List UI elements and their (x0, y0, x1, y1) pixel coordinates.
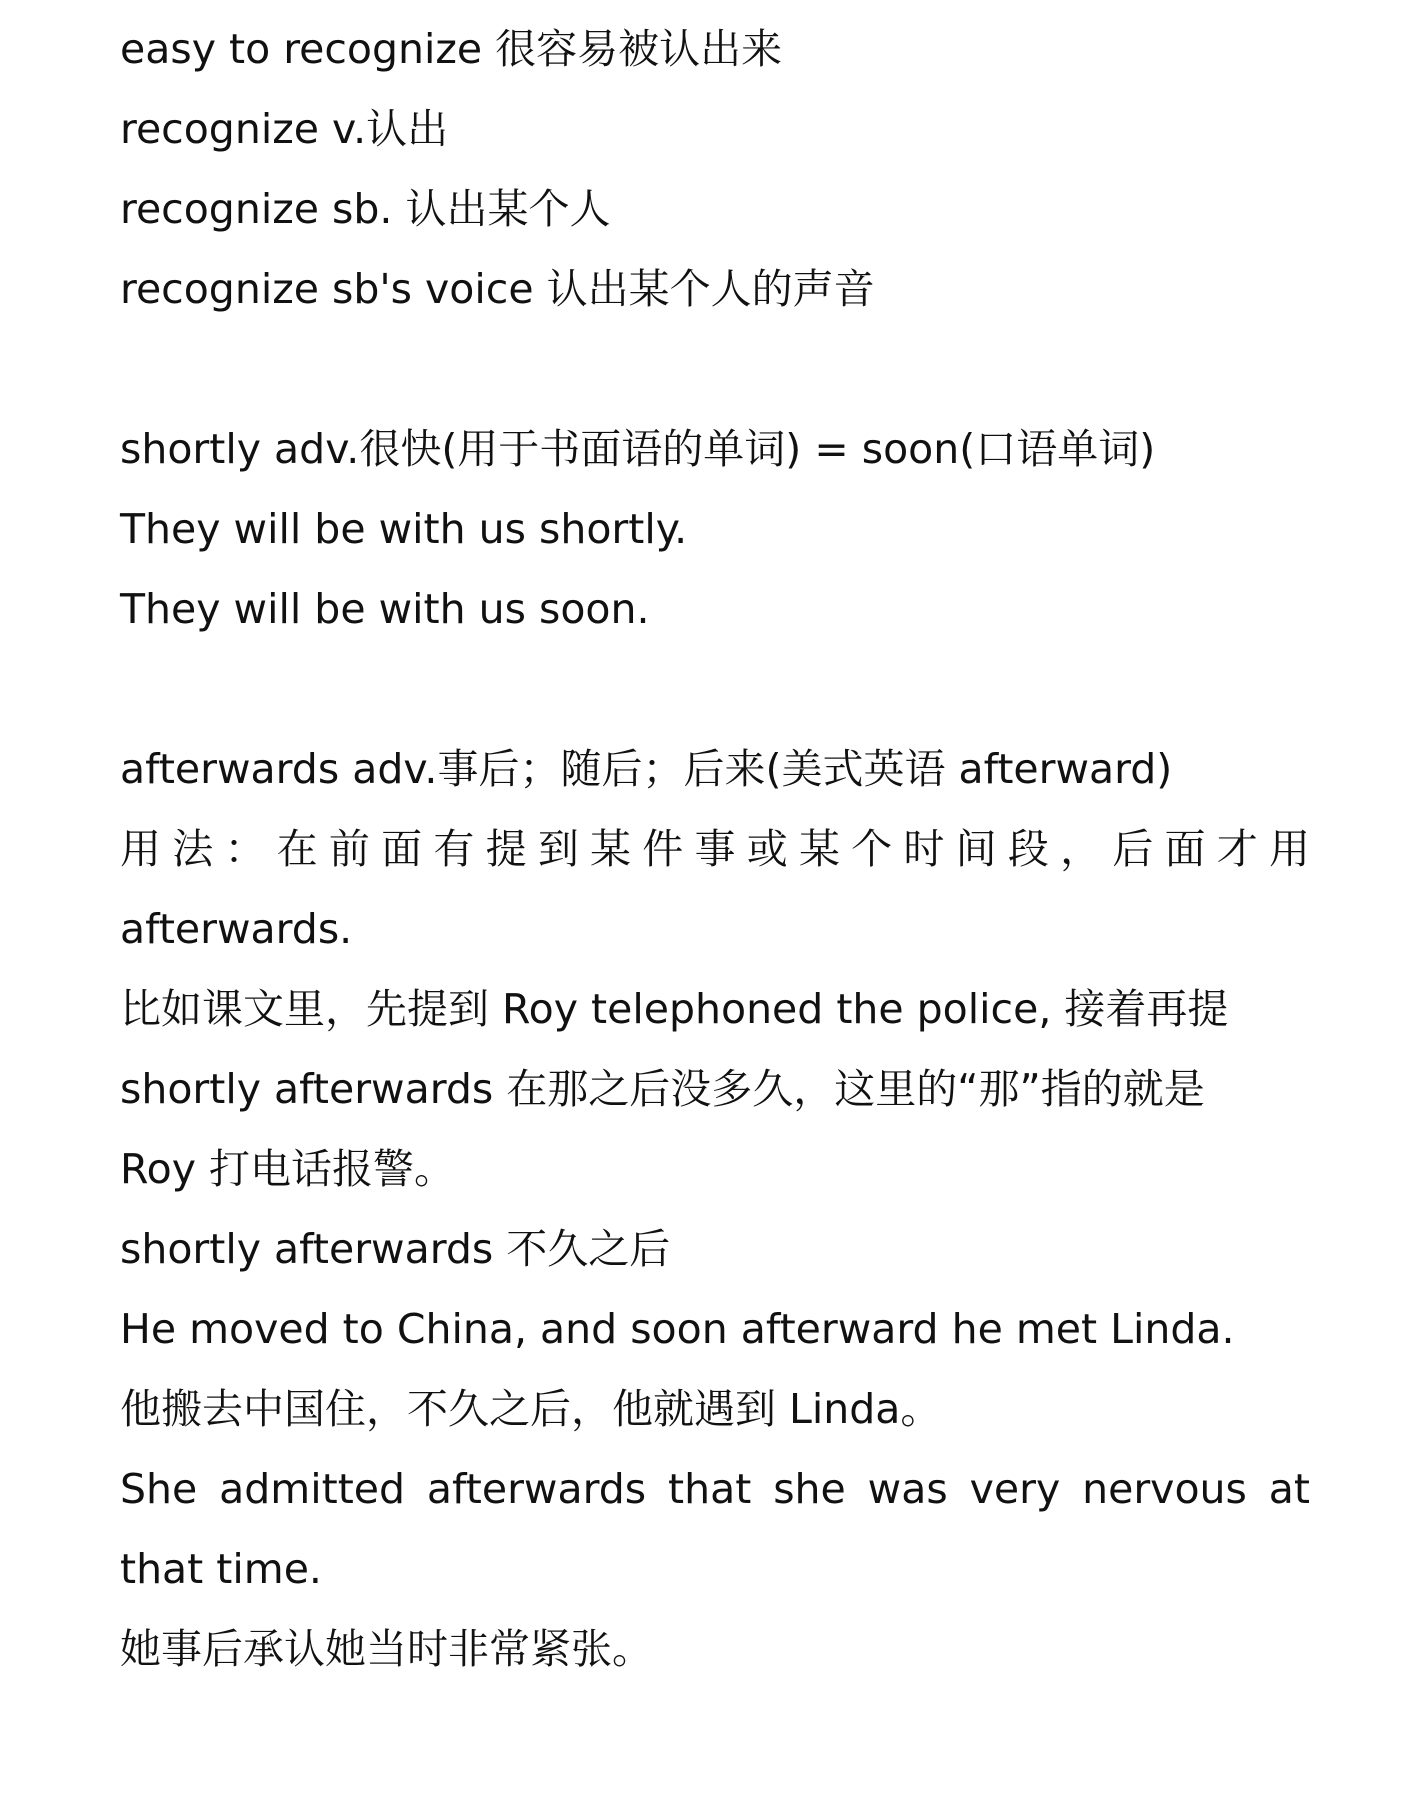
text-line: 他搬去中国住，不久之后，他就遇到 Linda。 (120, 1385, 942, 1433)
text-line: recognize sb. 认出某个人 (120, 185, 611, 233)
document-body (120, 9, 1310, 1689)
text-line: easy to recognize 很容易被认出来 (120, 25, 783, 73)
blank-line (120, 329, 1310, 409)
text-line: 她事后承认她当时非常紧张。 (120, 1625, 653, 1673)
text-line: that time. (120, 1545, 322, 1593)
text-line: He moved to China, and soon afterward he met Linda. (120, 1305, 1235, 1353)
text-line: afterwards. (120, 905, 353, 953)
text-line: shortly adv.很快(用于书面语的单词) = soon(口语单词) (120, 425, 1156, 473)
text-line: She admitted afterwards that she was very nervous at (120, 1465, 1310, 1513)
text-line: 比如课文里，先提到 Roy telephoned the police, 接着再提 (120, 985, 1229, 1033)
text-line: shortly afterwards 在那之后没多久，这里的“那”指的就是 (120, 1065, 1205, 1113)
text-line: shortly afterwards 不久之后 (120, 1225, 671, 1273)
text-line: recognize sb's voice 认出某个人的声音 (120, 265, 875, 313)
blank-line (120, 649, 1310, 729)
text-line: They will be with us soon. (120, 585, 650, 633)
text-line: They will be with us shortly. (120, 505, 688, 553)
text-line: recognize v.认出 (120, 105, 449, 153)
text-line: afterwards adv.事后；随后；后来(美式英语 afterward) (120, 745, 1173, 793)
text-line: 用法：在前面有提到某件事或某个时间段，后面才用 (120, 825, 1310, 873)
text-line: Roy 打电话报警。 (120, 1145, 456, 1193)
